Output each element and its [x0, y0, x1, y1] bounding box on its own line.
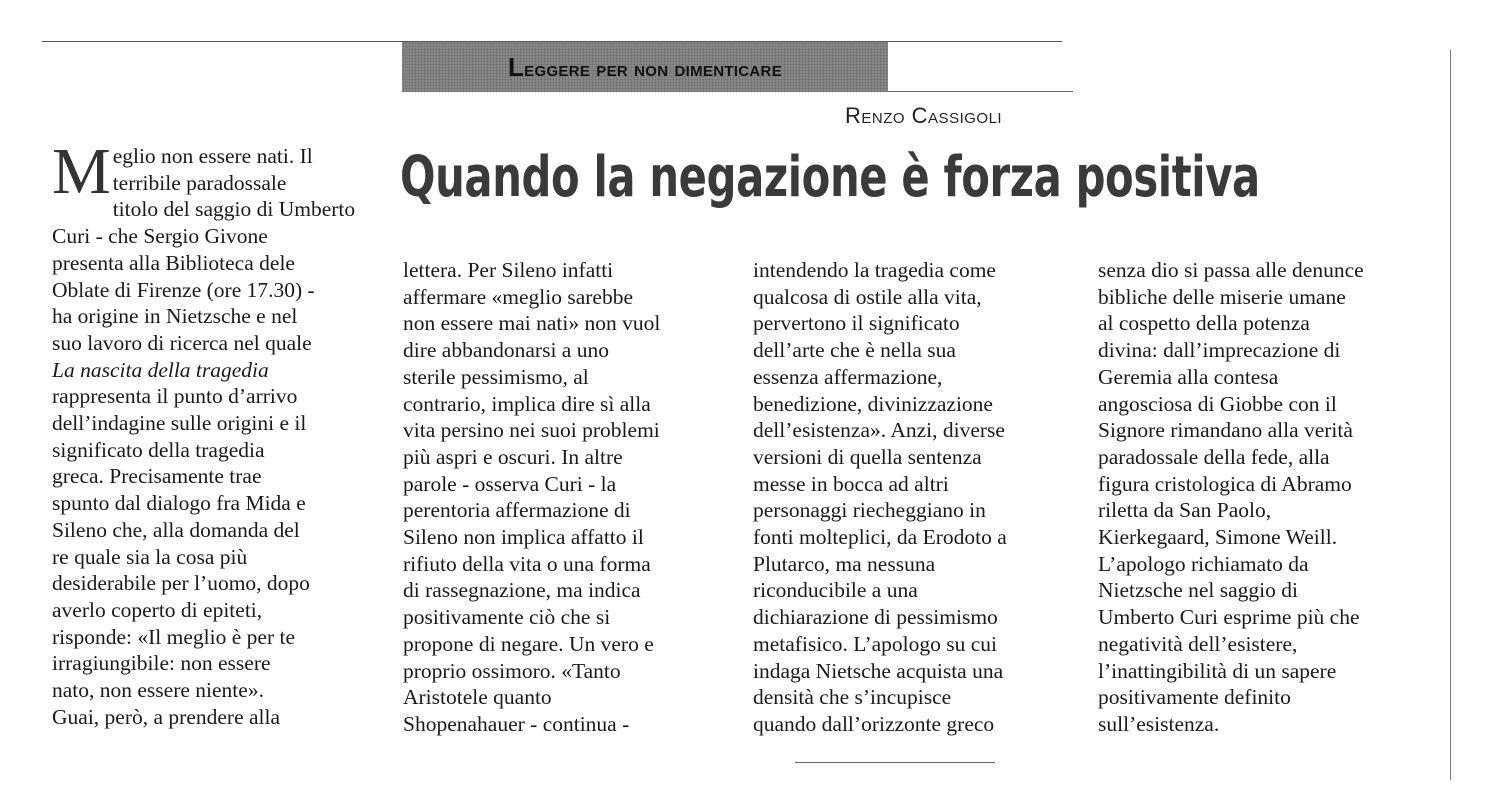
rubric-label: Leggere per non dimenticare: [507, 51, 782, 82]
author-byline: Renzo Cassigoli: [845, 103, 1003, 128]
section-rubric: [402, 42, 888, 92]
article-column-1: [52, 135, 372, 730]
rubric-rule: [888, 91, 1073, 92]
right-column-rule: [1450, 50, 1451, 780]
column-1-text-a: titolo del saggio di Umberto Curi - che Sergio Givone presenta alla Biblioteca dele Oblate di Firenze (ore 17.30) - ha origine in Nietzsche e nel suo lavoro di ricerca nel quale: [52, 197, 356, 355]
bottom-rule: [795, 762, 995, 763]
lead-text: eglio non essere nati. Il terribile paradossale: [112, 144, 313, 195]
article-column-2: lettera. Per Sileno infatti affermare «meglio sarebbe non essere mai nati» non vuol dire abbandonarsi a uno sterile pessimismo, al contrario, implica dire sì alla vita persino nei suoi problemi più aspri e oscuri. In altre parole - osserva Curi - la perentoria affermazione di Sileno non implica affatto il rifiuto della vita o una forma di rassegnazione, ma indica positivamente ciò che si propone di negare. Un vero e proprio ossimoro. «Tanto Aristotele quanto Shopenahauer - continua -: [403, 258, 661, 736]
article-column-3: intendendo la tragedia come qualcosa di ostile alla vita, pervertono il significato dell’arte che è nella sua essenza affermazione, benedizione, divinizzazione dell’esistenza». Anzi, diverse versioni di quella sentenza messe in bocca ad altri personaggi riecheggiano in fonti molteplici, da Erodoto a Plutarco, ma nessuna riconducibile a una dichiarazione di pessimismo metafisico. L’apologo su cui indaga Nietsche acquista una densità che s’incupisce quando dall’orizzonte greco: [753, 258, 1007, 736]
drop-cap: M: [52, 135, 111, 208]
article-column-4: senza dio si passa alle denunce bibliche delle miserie umane al cospetto della potenza divina: dall’imprecazione di Geremia alla contesa angosciosa di Giobbe con il Signore rimandano alla verità paradossale della fede, alla figura cristologica di Abramo riletta da San Paolo, Kierkegaard, Simone Weill. L’apologo richiamato da Nietzsche nel saggio di Umberto Curi esprime più che negatività dell’esistere, l’inattingibilità di un sapere positivamente definito sull’esistenza.: [1098, 258, 1364, 736]
column-1-text-b: rappresenta il punto d’arrivo dell’indagine sulle origini e il significato della tragedia greca. Precisamente trae spunto dal dialogo fra Mida e Sileno che, alla domanda del re quale sia la cosa più desiderabile per l’uomo, dopo averlo coperto di epiteti, risponde: «Il meglio è per te irragiungibile: non essere nato, non essere niente». Guai, però, a prendere alla: [52, 384, 310, 729]
article-headline: Quando la negazione è forza positiva: [400, 145, 1260, 210]
book-title: La nascita della tragedia: [52, 357, 269, 382]
